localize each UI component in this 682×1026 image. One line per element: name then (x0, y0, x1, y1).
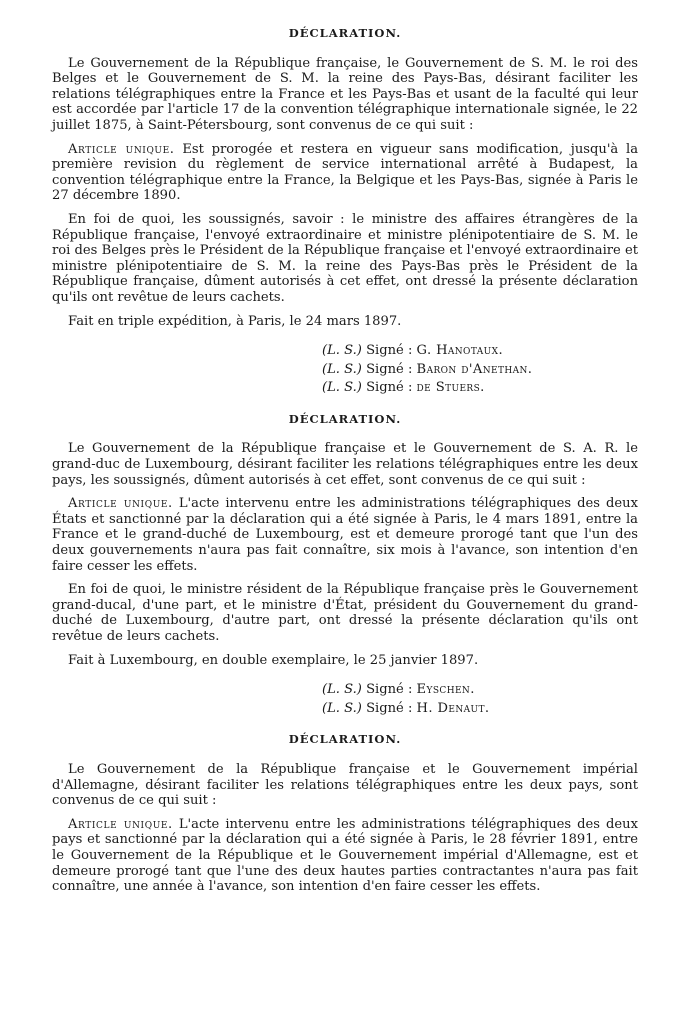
signature-line (322, 343, 638, 359)
signatory-name: Baron d'Anethan. (416, 361, 533, 377)
signature-block (52, 343, 638, 396)
article-label: Article unique. (68, 816, 173, 832)
signature-line (322, 380, 638, 396)
declaration-section-2 (52, 412, 638, 717)
closing-paragraph: En foi de quoi, le ministre résident de la République française près le Gouvernement grand-ducal, d'une part, et le ministre d'État, président du Gouvernement du grand-duché de Luxembourg, d'autre part, ont dressé la présente déclaration qu'ils ont revêtue de leurs cachets. (52, 582, 638, 644)
signatory-name: Eyschen. (416, 682, 475, 698)
signatory-name: H. Denaut. (416, 700, 490, 716)
article-text: L'acte intervenu entre les administrations télégraphiques des deux États et sanctionné par la déclaration qui a été signée à Paris, le 4 mars 1891, entre la France et le grand-duché de Luxembourg, est et demeure prorogé tant que l'un des deux gouvernements n'aura pas fait connaître, six mois à l'avance, son intention d'en faire cesser les effets. (52, 496, 638, 574)
seal-mark: (L. S.) (322, 700, 362, 716)
signe-label: Signé : (366, 343, 417, 359)
article-text: Est prorogée et restera en vigueur sans modification, jusqu'à la première revision du règlement de service international arrêté à Budapest, la convention télégraphique entre la France, la Belgique et les Pays-Bas, signée à Paris le 27 décembre 1890. (52, 141, 639, 204)
article-paragraph (52, 817, 638, 895)
signe-label: Signé : (366, 361, 417, 377)
signe-label: Signé : (366, 682, 417, 698)
article-label: Article unique. (68, 141, 175, 157)
date-line: Fait à Luxembourg, en double exemplaire, le 25 janvier 1897. (68, 652, 479, 668)
intro-paragraph: Le Gouvernement de la République française et le Gouvernement impérial d'Allemagne, désirant faciliter les relations télégraphiques entre les deux pays, sont convenus de ce qui suit : (52, 761, 638, 809)
signature-line (322, 682, 638, 698)
seal-mark: (L. S.) (322, 361, 362, 377)
seal-mark: (L. S.) (322, 343, 362, 359)
seal-mark: (L. S.) (322, 380, 362, 396)
signatory-name: G. Hanotaux. (416, 343, 503, 359)
article-paragraph (52, 496, 638, 574)
section-heading: DÉCLARATION. (288, 26, 402, 40)
signatory-name: de Stuers. (416, 380, 485, 396)
seal-mark: (L. S.) (322, 682, 362, 698)
article-paragraph (52, 142, 638, 204)
intro-paragraph: Le Gouvernement de la République française et le Gouvernement de S. A. R. le grand-duc de Luxembourg, désirant faciliter les relations télégraphiques entre les deux pays, les soussignés, dûment autorisés à cet effet, sont convenus de ce qui suit : (52, 441, 638, 488)
article-text: L'acte intervenu entre les administrations télégraphiques des deux pays et sanctionné par la déclaration qui a été signée à Paris, le 28 février 1891, entre le Gouvernement de la République et le Gouvernement impérial d'Allemagne, est et demeure prorogé tant que l'une des deux hautes parties contractantes n'aura pas fait connaître, une année à l'avance, son intention d'en faire cesser les effets. (52, 816, 638, 895)
declaration-section-3 (52, 732, 638, 894)
signature-line (322, 362, 638, 378)
signature-line (322, 701, 638, 717)
section-heading: DÉCLARATION. (288, 411, 402, 426)
signe-label: Signé : (366, 700, 417, 716)
signature-block (52, 682, 638, 716)
closing-paragraph: En foi de quoi, les soussignés, savoir : le ministre des affaires étrangères de la République française, l'envoyé extraordinaire et ministre plénipotentiaire de S. M. le roi des Belges près le Président de la République française et l'envoyé extraordinaire et ministre plénipotentiaire de S. M. la reine des Pays-Bas près le Président de la République française, dûment autorisés à cet effet, ont dressé la présente déclaration qu'ils ont revêtue de leurs cachets. (52, 211, 638, 305)
signe-label: Signé : (366, 380, 417, 396)
section-heading: DÉCLARATION. (288, 732, 402, 747)
date-line: Fait en triple expédition, à Paris, le 24 mars 1897. (68, 313, 402, 329)
declaration-section-1 (52, 26, 638, 396)
article-label: Article unique. (68, 496, 173, 512)
intro-paragraph: Le Gouvernement de la République française, le Gouvernement de S. M. le roi des Belges et le Gouvernement de S. M. la reine des Pays-Bas, désirant faciliter les relations télégraphiques entre la France et les Pays-Bas et usant de la faculté qui leur est accordée par l'article 17 de la convention télégraphique internationale signée, le 22 juillet 1875, à Saint-Pétersbourg, sont convenus de ce qui suit : (52, 55, 638, 133)
